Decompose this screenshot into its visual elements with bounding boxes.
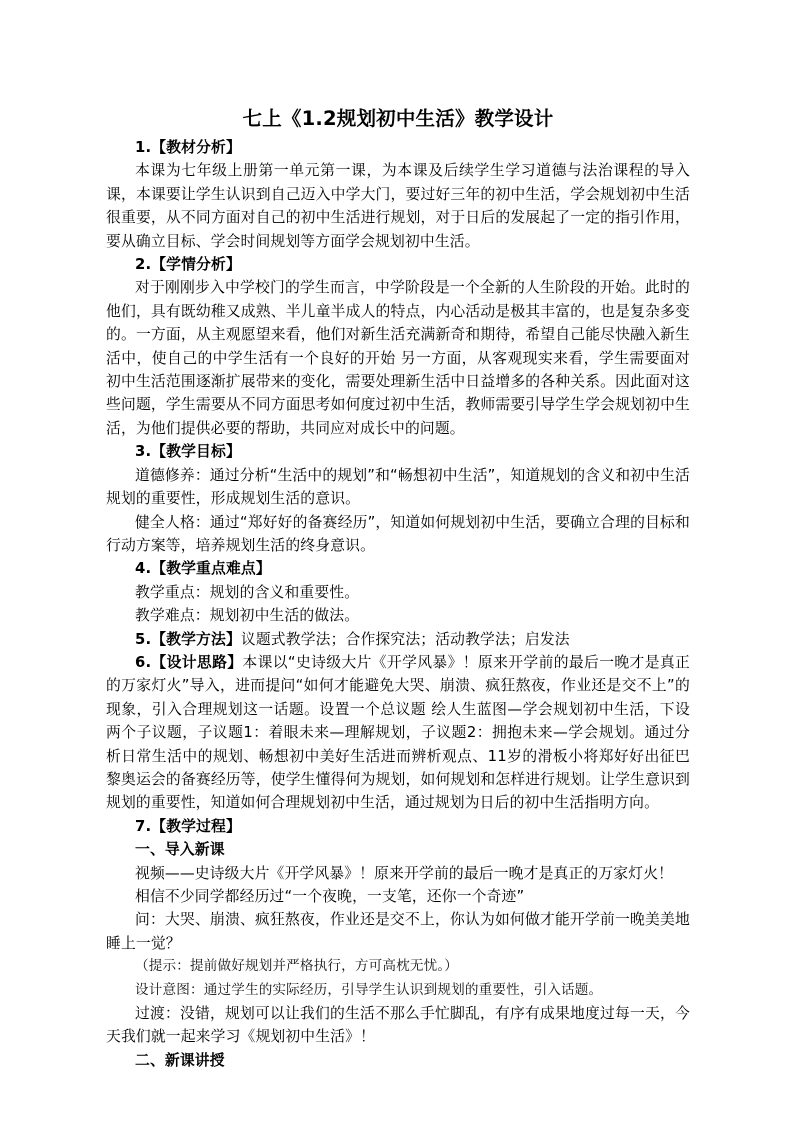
intro-hint-text: （提示：提前做好规划并严格执行，方可高枕无忧。） [135,958,459,975]
design-intent-text: 设计意图：通过学生的实际经历，引导学生认识到规划的重要性，引入话题。 [135,981,603,998]
goal-sound-personality: 健全人格：通过“郑好好的备赛经历”，知道如何规划初中生活，要确立合理的目标和行动方案等，培养规划生活的终身意识。 [106,513,690,554]
difficult-point-text: 教学难点：规划初中生活的做法。 [135,607,360,625]
design-ideas-text: 本课以“史诗级大片《开学风暴》！原来开学前的最后一晚才是真正的万家灯火”导入，进而提问“如何才能避免大哭、崩溃、疯狂熬夜，作业还是交不上”的现象，引入合理规划这一话题。设置一个总议题 绘人生蓝图—学会规划初中生活，下设两个子议题，子议题1：着眼未来—理解规划，子议题2：拥抱未来—学会规划。通过分析日常生活中的规划、畅想初中美好生活进而辨析观点、11岁的滑板小将郑好好出征巴黎奥运会的备赛经历等，使学生懂得何为规划，如何规划和怎样进行规划。让学生意识到规划的重要性，知道如何合理规划初中生活，通过规划为日后的初中生活指明方向。 [106,653,690,812]
section-heading-design-ideas: 6.【设计思路】 [135,653,243,671]
page-title: 七上《1.2规划初中生活》教学设计 [242,107,554,130]
student-analysis-text: 对于刚刚步入中学校门的学生而言，中学阶段是一个全新的人生阶段的开始。此时的他们，具有既幼稚又成熟、半儿童半成人的特点，内心活动是极其丰富的，也是复杂多变的。一方面，从主观愿望来看，他们对新生活充满新奇和期待，希望自己能尽快融入新生活中，使自己的中学生活有一个良好的开始 另一方面，从客观现实来看，学生需要面对初中生活范围逐渐扩展带来的变化，需要处理新生活中日益增多的各种关系。因此面对这些问题，学生需要从不同方面思考如何度过初中生活，教师需要引导学生学会规划初中生活，为他们提供必要的帮助，共同应对成长中的问题。 [106,279,690,437]
intro-video-text: 视频——史诗级大片《开学风暴》！原来开学前的最后一晚才是真正的万家灯火！ [135,864,674,882]
section-heading-teaching-methods: 5.【教学方法】 [135,630,241,648]
design-ideas [106,651,690,815]
transition-text: 过渡：没错，规划可以让我们的生活不那么手忙脚乱，有序有成果地度过每一天，今天我们就一起来学习《规划初中生活》！ [106,1005,690,1046]
section-heading-teaching-goals: 3.【教学目标】 [135,443,241,461]
key-point-text: 教学重点：规划的含义和重要性。 [135,583,360,601]
teaching-methods-text: 议题式教学法；合作探究法；活动教学法；启发法 [240,630,570,648]
document-body [106,106,690,1072]
intro-experience-text: 相信不少同学都经历过“一个夜晚，一支笔，还你一个奇迹” [135,888,525,905]
intro-question-text: 问：大哭、崩溃、疯狂熬夜，作业还是交不上，你认为如何做才能开学前一晚美美地睡上一觉？ [106,911,690,952]
teaching-methods [106,628,690,651]
section-heading-teaching-process: 7.【教学过程】 [135,817,241,835]
part-heading-introduction: 一、导入新课 [135,841,225,859]
goal-moral-cultivation: 道德修养：通过分析“生活中的规划”和“畅想初中生活”，知道规划的含义和初中生活规划的重要性，形成规划生活的意识。 [106,466,690,508]
section-heading-key-points: 4.【教学重点难点】 [135,560,271,578]
section-heading-textbook-analysis: 1.【教材分析】 [135,139,241,156]
textbook-analysis-text: 本课为七年级上册第一单元第一课，为本课及后续学生学习道德与法治课程的导入课，本课要让学生认识到自己迈入中学大门，要过好三年的初中生活，学会规划初中生活很重要，从不同方面对自己的初中生活进行规划，对于日后的发展起了一定的指引作用，要从确立目标、学会时间规划等方面学会规划初中生活。 [106,162,690,250]
part-heading-new-lesson: 二、新课讲授 [135,1051,225,1069]
section-heading-student-analysis: 2.【学情分析】 [135,256,241,274]
